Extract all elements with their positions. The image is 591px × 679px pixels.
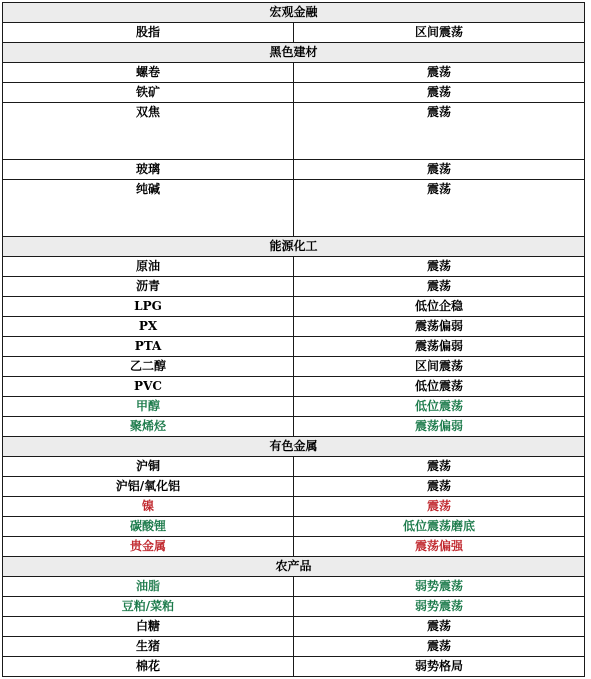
market-view-cell: 震荡 bbox=[294, 180, 585, 237]
market-view-cell: 弱势震荡 bbox=[294, 577, 585, 597]
commodity-name-cell: 沪铝/氧化铝 bbox=[3, 477, 294, 497]
market-view-cell: 区间震荡 bbox=[294, 357, 585, 377]
commodity-name-cell: 碳酸锂 bbox=[3, 517, 294, 537]
commodity-name-cell: 螺卷 bbox=[3, 63, 294, 83]
table-row bbox=[3, 317, 585, 337]
table-row bbox=[3, 160, 585, 180]
section-title: 有色金属 bbox=[3, 437, 585, 457]
commodity-name-cell: 铁矿 bbox=[3, 83, 294, 103]
market-view-cell: 低位震荡 bbox=[294, 397, 585, 417]
section-header-row bbox=[3, 237, 585, 257]
market-view-cell: 低位震荡磨底 bbox=[294, 517, 585, 537]
section-header-row bbox=[3, 43, 585, 63]
table-row bbox=[3, 597, 585, 617]
market-view-cell: 震荡 bbox=[294, 257, 585, 277]
market-view-cell: 震荡偏弱 bbox=[294, 337, 585, 357]
table-row bbox=[3, 337, 585, 357]
table-row bbox=[3, 277, 585, 297]
commodity-name-cell: LPG bbox=[3, 297, 294, 317]
section-header-row bbox=[3, 437, 585, 457]
market-view-cell: 震荡 bbox=[294, 497, 585, 517]
commodity-name-cell: PTA bbox=[3, 337, 294, 357]
market-view-cell: 震荡 bbox=[294, 103, 585, 160]
commodity-name-cell: 纯碱 bbox=[3, 180, 294, 237]
commodity-name-cell: 股指 bbox=[3, 23, 294, 43]
commodity-name-cell: 乙二醇 bbox=[3, 357, 294, 377]
market-view-cell: 震荡偏强 bbox=[294, 537, 585, 557]
commodity-name-cell: 原油 bbox=[3, 257, 294, 277]
commodity-name-cell: 生猪 bbox=[3, 637, 294, 657]
table-row bbox=[3, 63, 585, 83]
market-view-cell: 震荡 bbox=[294, 277, 585, 297]
commodity-name-cell: 沥青 bbox=[3, 277, 294, 297]
market-view-cell: 弱势格局 bbox=[294, 657, 585, 677]
commodity-name-cell: 豆粕/菜粕 bbox=[3, 597, 294, 617]
commodity-name-cell: PVC bbox=[3, 377, 294, 397]
market-view-cell: 弱势震荡 bbox=[294, 597, 585, 617]
market-view-cell: 震荡 bbox=[294, 160, 585, 180]
commodity-name-cell: 贵金属 bbox=[3, 537, 294, 557]
table-row bbox=[3, 417, 585, 437]
section-header-row bbox=[3, 557, 585, 577]
market-view-cell: 低位震荡 bbox=[294, 377, 585, 397]
market-view-cell: 震荡 bbox=[294, 63, 585, 83]
table-row bbox=[3, 23, 585, 43]
commodity-name-cell: PX bbox=[3, 317, 294, 337]
market-view-cell: 区间震荡 bbox=[294, 23, 585, 43]
market-view-cell: 震荡 bbox=[294, 477, 585, 497]
section-title: 黑色建材 bbox=[3, 43, 585, 63]
table-row bbox=[3, 657, 585, 677]
table-row bbox=[3, 577, 585, 597]
table-row bbox=[3, 537, 585, 557]
table-row bbox=[3, 377, 585, 397]
table-body bbox=[3, 3, 585, 677]
table-row bbox=[3, 497, 585, 517]
table-row bbox=[3, 180, 585, 237]
market-view-cell: 震荡偏弱 bbox=[294, 317, 585, 337]
market-view-cell: 震荡 bbox=[294, 617, 585, 637]
commodity-name-cell: 镍 bbox=[3, 497, 294, 517]
commodity-name-cell: 白糖 bbox=[3, 617, 294, 637]
commodity-name-cell: 棉花 bbox=[3, 657, 294, 677]
table-row bbox=[3, 617, 585, 637]
commodity-name-cell: 双焦 bbox=[3, 103, 294, 160]
market-view-cell: 震荡 bbox=[294, 83, 585, 103]
table-row bbox=[3, 297, 585, 317]
section-title: 农产品 bbox=[3, 557, 585, 577]
commodity-name-cell: 甲醇 bbox=[3, 397, 294, 417]
table-row bbox=[3, 457, 585, 477]
commodity-name-cell: 油脂 bbox=[3, 577, 294, 597]
market-view-cell: 震荡 bbox=[294, 637, 585, 657]
market-view-cell: 震荡 bbox=[294, 457, 585, 477]
table-row bbox=[3, 637, 585, 657]
section-title: 能源化工 bbox=[3, 237, 585, 257]
market-view-table bbox=[2, 2, 585, 677]
market-view-cell: 震荡偏弱 bbox=[294, 417, 585, 437]
table-row bbox=[3, 103, 585, 160]
table-row bbox=[3, 397, 585, 417]
table-row bbox=[3, 477, 585, 497]
commodity-name-cell: 玻璃 bbox=[3, 160, 294, 180]
table-row bbox=[3, 517, 585, 537]
table-row bbox=[3, 357, 585, 377]
section-header-row bbox=[3, 3, 585, 23]
commodity-name-cell: 聚烯烃 bbox=[3, 417, 294, 437]
table-row bbox=[3, 257, 585, 277]
commodity-name-cell: 沪铜 bbox=[3, 457, 294, 477]
market-view-cell: 低位企稳 bbox=[294, 297, 585, 317]
table-row bbox=[3, 83, 585, 103]
section-title: 宏观金融 bbox=[3, 3, 585, 23]
